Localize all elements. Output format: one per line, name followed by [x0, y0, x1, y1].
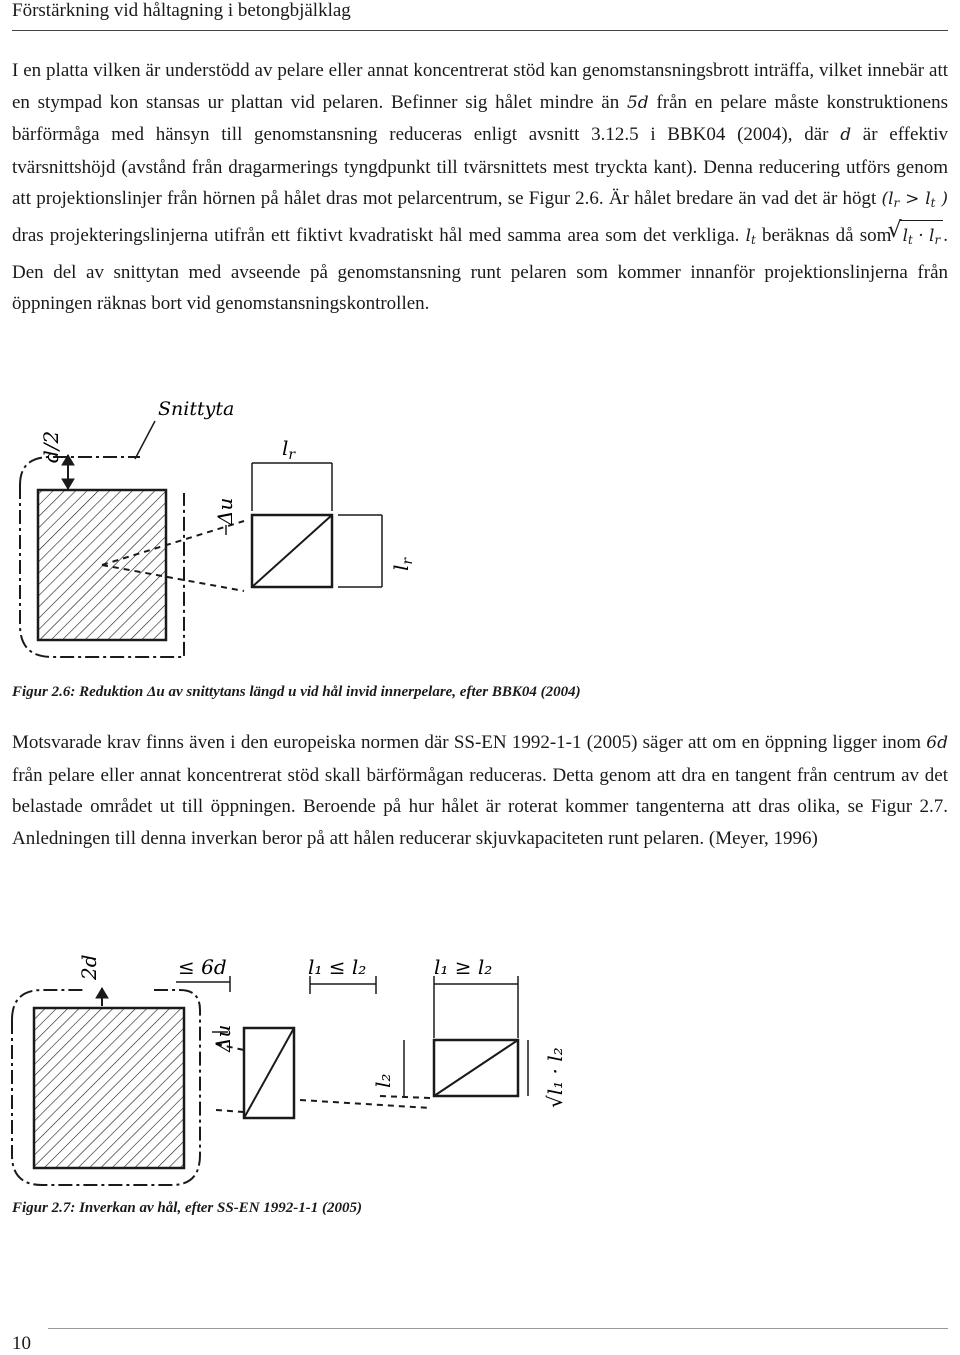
label-delta-u: Δu [213, 497, 237, 525]
figure-2-6 [0, 385, 960, 675]
label-snittyta: Snittyta [158, 398, 235, 420]
math-5d: 5d [626, 92, 649, 113]
t: l [389, 564, 413, 571]
math-sqrt-lt-lr [900, 220, 944, 257]
m: l [902, 225, 909, 246]
m: (l [881, 189, 894, 210]
running-header: Förstärkning vid håltagning i betongbjälklag [12, 0, 351, 21]
m: · l [912, 225, 935, 246]
label-l1-ge-l2: l₁ ≥ l₂ [434, 955, 493, 979]
m: t [930, 196, 936, 211]
paragraph-2 [12, 727, 948, 854]
label-sqrt-l1-l2: √l₁ · l₂ [543, 1047, 567, 1108]
label-2d: 2d [77, 954, 101, 980]
label-d-half: d/2 [39, 430, 63, 463]
t: r [400, 557, 416, 565]
m: t [908, 232, 913, 247]
label-delta-u-2: Δu [211, 1024, 235, 1052]
text: från en pelare måste konstruktionens bärförmåga med hänsyn till genomstansning reduceras enligt avsnitt 3.12.5 i BBK04 (2004), där [12, 91, 948, 146]
m: l [745, 225, 752, 246]
page-number: 10 [12, 1333, 31, 1354]
figure-2-7 [0, 940, 960, 1200]
m: > l [899, 189, 931, 210]
label-lr-side [389, 557, 416, 571]
label-lr-top [282, 436, 296, 463]
paragraph-1 [12, 55, 948, 320]
label-l1-le-l2: l₁ ≤ l₂ [308, 955, 367, 979]
math-d: d [840, 125, 852, 146]
text: från pelare eller annat koncentrerat stöd skall bärförmågan reduceras. Detta genom att dra en tangent från centrum av det belastade området ut till öppningen. Beroende på hur hålet är roterat kommer tangenterna att dras olika, se Figur 2.7. Anledningen till denna inverkan beror på att hålen reducerar skjuvkapaciteten runt pelaren. (Meyer, 1996) [12, 764, 948, 849]
m: r [893, 196, 900, 211]
footer-rule [48, 1328, 948, 1329]
math-6d: 6d [926, 733, 948, 753]
math-lt [746, 226, 756, 246]
label-le-6d: ≤ 6d [178, 955, 227, 979]
m: r [934, 232, 941, 247]
text: är effektiv tvärsnittshöjd (avstånd från dragarmerings tyngdpunkt till tvärsnittets mest tryckta kant). Denna reducering utförs genom att projektionslinjer från hörnen på hålet dras mot pelarcentrum, se Figur 2.6. Är hålet bredare än vad det är högt [12, 124, 948, 210]
math-lr-gt-lt [881, 189, 948, 209]
label-l2: l₂ [371, 1073, 395, 1088]
text: dras projekteringslinjerna utifrån ett fiktivt kvadratiskt hål med samma area som det verkliga. [12, 224, 746, 246]
text: Motsvarade krav finns även i den europeiska normen där SS-EN 1992-1-1 (2005) säger att om en öppning ligger inom [12, 732, 927, 753]
caption-figure-2-6: Figur 2.6: Reduktion Δu av snittytans längd u vid hål invid innerpelare, efter BBK04 (2004) [12, 684, 581, 700]
t: r [288, 447, 296, 463]
m: t [751, 232, 756, 247]
text: beräknas då som [755, 224, 898, 246]
m: ) [935, 189, 948, 210]
text: I en platta vilken är understödd av pelare eller annat koncentrerat stöd kan genomstansningsbrott inträffa, vilket innebär att en stympad kon stansas ur plattan vid pelaren. Befinner sig hålet mindre än [12, 60, 948, 113]
header-rule [12, 30, 948, 31]
text: . Den del av snittytan med avseende på genomstansning runt pelaren som kommer innanför projektionslinjerna från öppningen räknas bort vid genomstansningskontrollen. [12, 224, 948, 315]
caption-figure-2-7: Figur 2.7: Inverkan av hål, efter SS-EN 1992-1-1 (2005) [12, 1200, 363, 1216]
t: l [282, 436, 289, 460]
